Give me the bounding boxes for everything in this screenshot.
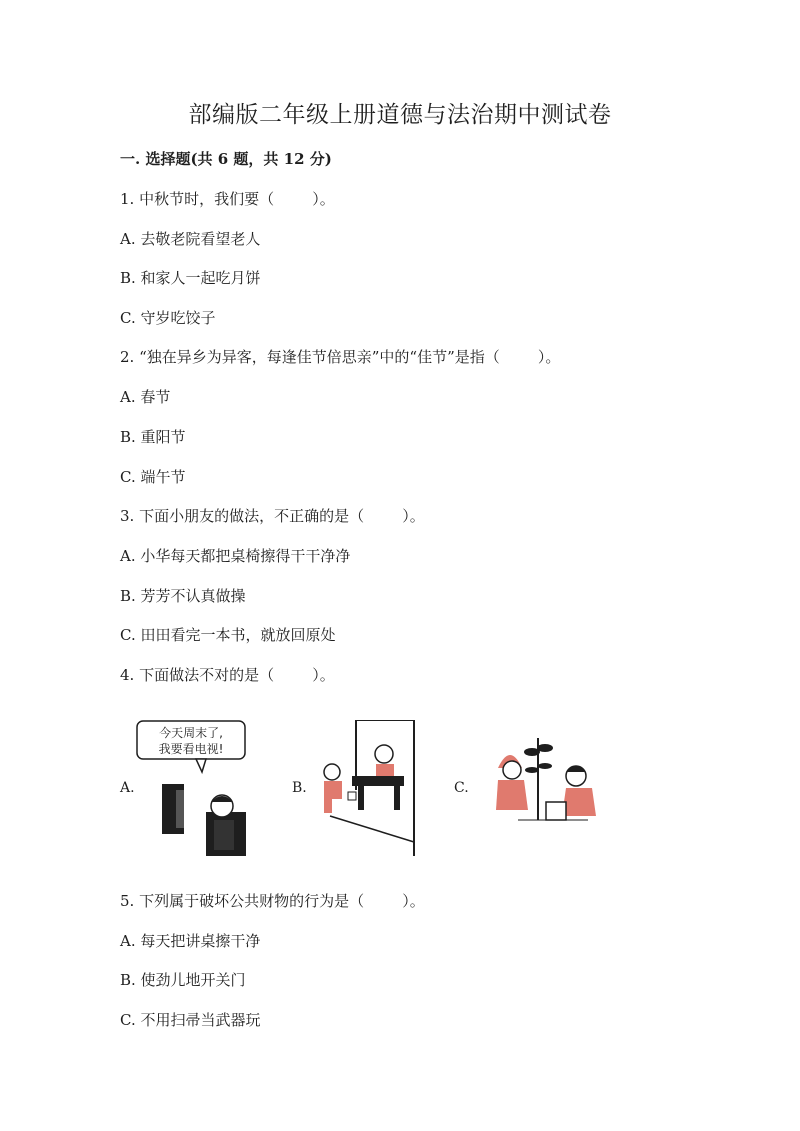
- question-3-option-a: A. 小华每天都把桌椅擦得干干净净: [120, 547, 351, 565]
- question-2-option-c: C. 端午节: [120, 468, 186, 486]
- question-1-option-c: C. 守岁吃饺子: [120, 309, 216, 327]
- question-3-stem: 3. 下面小朋友的做法，不正确的是（ ）。: [120, 507, 425, 525]
- question-1-option-a: A. 去敬老院看望老人: [120, 230, 261, 248]
- question-2-option-b: B. 重阳节: [120, 428, 186, 446]
- question-5-option-c: C. 不用扫帚当武器玩: [120, 1011, 261, 1029]
- question-5-option-a: A. 每天把讲桌擦干净: [120, 932, 261, 950]
- figure-label-c: C.: [454, 780, 469, 796]
- question-5-stem: 5. 下列属于破坏公共财物的行为是（ ）。: [120, 892, 425, 910]
- question-4-figure: [120, 708, 640, 856]
- question-4-stem: 4. 下面做法不对的是（ ）。: [120, 666, 335, 684]
- section-heading: 一. 选择题(共 6 题，共 12 分): [120, 150, 332, 168]
- question-2-stem: 2. “独在异乡为异客，每逢佳节倍思亲”中的“佳节”是指（ ）。: [120, 348, 561, 366]
- question-2-option-a: A. 春节: [120, 388, 171, 406]
- question-1-option-b: B. 和家人一起吃月饼: [120, 269, 261, 287]
- speech-line-2: 我要看电视!: [158, 742, 224, 756]
- figure-label-b: B.: [292, 780, 307, 796]
- figure-label-a: A.: [120, 780, 135, 796]
- question-3-option-b: B. 芳芳不认真做操: [120, 587, 246, 605]
- speech-line-1: 今天周末了,: [159, 726, 223, 740]
- planting-tree-illustration: [488, 730, 608, 828]
- cleaning-desk-illustration: [310, 720, 420, 856]
- question-3-option-c: C. 田田看完一本书，就放回原处: [120, 626, 336, 644]
- question-1-stem: 1. 中秋节时，我们要（ ）。: [120, 190, 335, 208]
- question-5-option-b: B. 使劲儿地开关门: [120, 971, 246, 989]
- page-title: 部编版二年级上册道德与法治期中测试卷: [188, 102, 612, 128]
- tv-child-illustration: [136, 720, 248, 856]
